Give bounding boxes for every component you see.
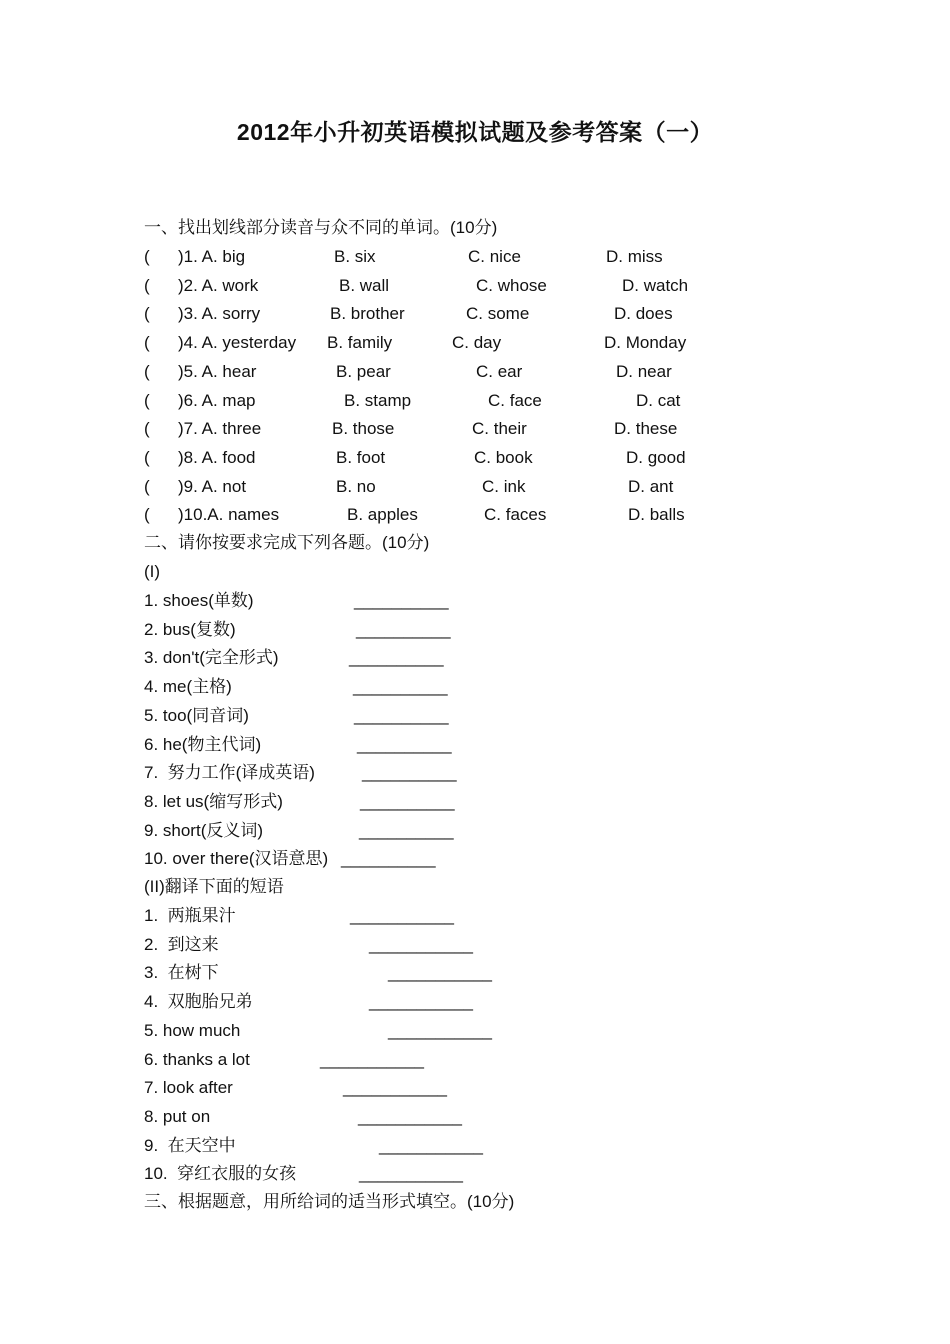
- translation-prompt: 3. 在树下: [144, 963, 219, 983]
- option-d: D. watch: [622, 275, 689, 295]
- option-b: B. apples: [347, 505, 418, 525]
- answer-blank: ___________: [379, 1135, 484, 1155]
- exercise-prompt: 10. over there(汉语意思): [144, 849, 329, 869]
- section-3-heading: 三、根据题意，用所给词的适当形式填空。(10分): [144, 1192, 515, 1211]
- question-option-a: )1. A. big: [178, 247, 246, 266]
- answer-paren: (: [144, 361, 150, 381]
- question-option-a: )10.A. names: [178, 505, 280, 525]
- translation-prompt: 9. 在天空中: [144, 1135, 236, 1155]
- exercise-prompt: 5. too(同音词): [144, 705, 249, 725]
- answer-blank: __________: [354, 705, 449, 725]
- answer-paren: (: [144, 390, 150, 410]
- answer-paren: (: [144, 505, 150, 525]
- question-option-a: )2. A. work: [178, 275, 259, 295]
- exercise-prompt: 6. he(物主代词): [144, 734, 262, 754]
- exercise-prompt: 9. short(反义词): [144, 820, 264, 840]
- answer-blank: ___________: [388, 963, 493, 983]
- answer-paren: (: [144, 247, 150, 266]
- option-b: B. family: [327, 333, 393, 353]
- option-d: D. does: [614, 304, 673, 324]
- option-c: C. some: [466, 304, 530, 324]
- exercise-prompt: 8. let us(缩写形式): [144, 791, 283, 811]
- answer-blank: __________: [357, 734, 452, 754]
- translation-prompt: 1. 两瓶果汁: [144, 906, 236, 925]
- translation-prompt: 4. 双胞胎兄弟: [144, 992, 253, 1012]
- answer-blank: ___________: [359, 1164, 464, 1184]
- option-c: C. face: [488, 390, 542, 410]
- translation-prompt: 5. how much: [144, 1020, 241, 1040]
- question-option-a: )6. A. map: [178, 390, 256, 410]
- translation-prompt: 7. look after: [144, 1078, 233, 1098]
- answer-blank: __________: [362, 763, 457, 783]
- option-b: B. brother: [330, 304, 405, 324]
- option-d: D. Monday: [604, 333, 687, 353]
- option-c: C. their: [472, 419, 527, 439]
- translation-prompt: 6. thanks a lot: [144, 1049, 250, 1069]
- option-d: D. balls: [628, 505, 685, 525]
- option-c: C. whose: [476, 275, 547, 295]
- exercise-prompt: 1. shoes(单数): [144, 591, 254, 610]
- answer-paren: (: [144, 447, 150, 467]
- exercise-prompt: 7. 努力工作(译成英语): [144, 763, 315, 783]
- section-1-heading: 一、找出划线部分读音与众不同的单词。(10分): [144, 218, 498, 237]
- option-b: B. pear: [336, 361, 391, 381]
- question-option-a: )3. A. sorry: [178, 304, 261, 324]
- answer-blank: ___________: [320, 1049, 425, 1069]
- answer-blank: __________: [356, 619, 451, 639]
- translation-prompt: 10. 穿红衣服的女孩: [144, 1164, 297, 1184]
- option-d: D. these: [614, 419, 678, 439]
- option-c: C. ear: [476, 361, 523, 381]
- answer-blank: __________: [341, 849, 436, 869]
- question-option-a: )5. A. hear: [178, 361, 257, 381]
- option-d: D. miss: [606, 247, 663, 266]
- answer-blank: ___________: [358, 1106, 463, 1126]
- answer-paren: (: [144, 333, 150, 353]
- answer-paren: (: [144, 304, 150, 324]
- option-d: D. cat: [636, 390, 681, 410]
- answer-blank: ___________: [343, 1078, 448, 1098]
- exercise-prompt: 3. don't(完全形式): [144, 648, 279, 668]
- translation-prompt: 2. 到这来: [144, 934, 219, 954]
- answer-blank: ___________: [369, 992, 474, 1012]
- answer-blank: __________: [353, 677, 448, 697]
- option-c: C. day: [452, 333, 502, 353]
- answer-blank: __________: [359, 820, 454, 840]
- answer-paren: (: [144, 476, 150, 496]
- option-b: B. stamp: [344, 390, 412, 410]
- answer-paren: (: [144, 275, 150, 295]
- section-2-heading: 二、请你按要求完成下列各题。(10分): [144, 533, 430, 552]
- exercise-prompt: 4. me(主格): [144, 677, 232, 697]
- option-d: D. ant: [628, 476, 674, 496]
- answer-blank: __________: [360, 791, 455, 811]
- option-d: D. good: [626, 447, 686, 467]
- translation-prompt: 8. put on: [144, 1106, 211, 1126]
- option-d: D. near: [616, 361, 672, 381]
- answer-paren: (: [144, 419, 150, 439]
- option-c: C. book: [474, 447, 533, 467]
- option-c: C. nice: [468, 247, 521, 266]
- option-b: B. no: [336, 476, 376, 496]
- answer-blank: ___________: [350, 906, 455, 925]
- page-title: 2012年小升初英语模拟试题及参考答案（一）: [236, 119, 714, 145]
- answer-blank: ___________: [369, 934, 474, 954]
- question-option-a: )7. A. three: [178, 419, 262, 439]
- exercise-prompt: 2. bus(复数): [144, 619, 236, 639]
- question-option-a: )4. A. yesterday: [178, 333, 297, 353]
- option-b: B. foot: [336, 447, 386, 467]
- question-option-a: )8. A. food: [178, 447, 256, 467]
- option-c: C. faces: [484, 505, 547, 525]
- option-b: B. six: [334, 247, 376, 266]
- answer-blank: __________: [354, 591, 449, 610]
- section-2-part-2-label: (II)翻译下面的短语: [144, 877, 284, 896]
- answer-blank: __________: [349, 648, 444, 668]
- option-b: B. wall: [339, 275, 390, 295]
- answer-blank: ___________: [388, 1020, 493, 1040]
- question-option-a: )9. A. not: [178, 476, 247, 496]
- section-2-part-1-label: (I): [144, 562, 161, 581]
- option-c: C. ink: [482, 476, 526, 496]
- option-b: B. those: [332, 419, 395, 439]
